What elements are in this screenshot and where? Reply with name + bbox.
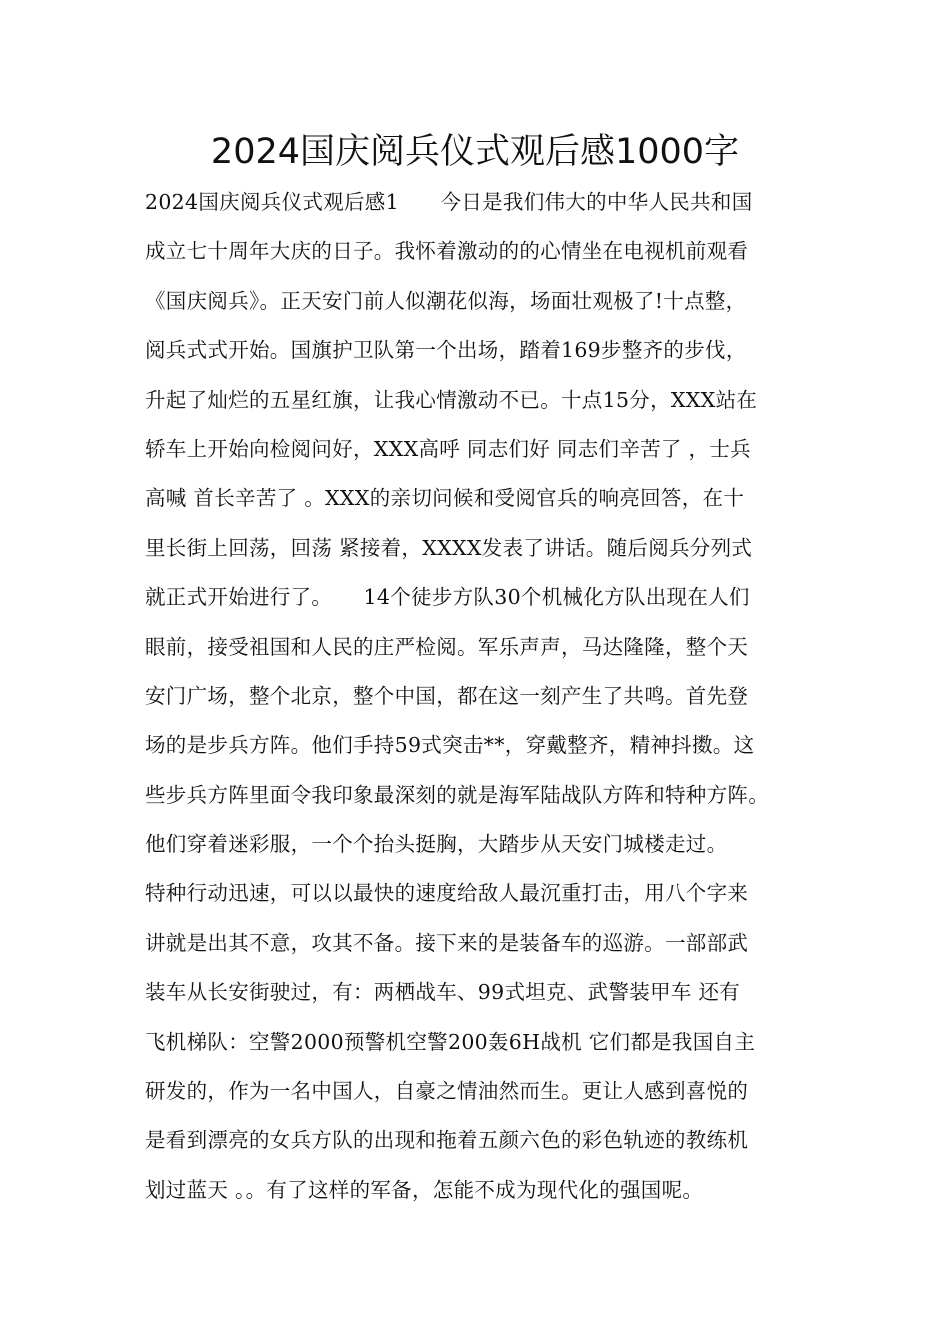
body-line: 场的是步兵方阵。他们手持59式突击**，穿戴整齐，精神抖擞。这 [145, 733, 755, 758]
body-line: 研发的，作为一名中国人，自豪之情油然而生。更让人感到喜悦的 [145, 1079, 749, 1104]
body-line: 他们穿着迷彩服，一个个抬头挺胸，大踏步从天安门城楼走过。 [145, 832, 728, 857]
body-line: 特种行动迅速，可以以最快的速度给敌人最沉重打击，用八个字来 [145, 881, 749, 906]
document-title: 2024国庆阅兵仪式观后感1000字 [210, 132, 740, 172]
body-line: 成立七十周年大庆的日子。我怀着激动的的心情坐在电视机前观看 [145, 239, 749, 264]
body-line: 里长街上回荡，回荡 紧接着，XXXX发表了讲话。随后阅兵分列式 [145, 535, 753, 560]
body-line: 是看到漂亮的女兵方队的出现和拖着五颜六色的彩色轨迹的教练机 [145, 1128, 749, 1153]
body-line: 些步兵方阵里面令我印象最深刻的就是海军陆战队方阵和特种方阵。 [145, 782, 769, 807]
body-line: 讲就是出其不意，攻其不备。接下来的是装备车的巡游。一部部武 [145, 930, 749, 955]
body-line: 2024国庆阅兵仪式观后感1 今日是我们伟大的中华人民共和国 [145, 190, 753, 214]
body-line: 装车从长安街驶过，有：两栖战车、99式坦克、武警装甲车 还有 [145, 980, 741, 1005]
body-line: 就正式开始进行了。 14个徒步方队30个机械化方队出现在人们 [145, 585, 750, 610]
body-line: 轿车上开始向检阅问好，XXX高呼 同志们好 同志们辛苦了 ，士兵 [145, 436, 751, 461]
body-line: 飞机梯队：空警2000预警机空警200轰6H战机 它们都是我国自主 [145, 1029, 756, 1054]
body-line: 升起了灿烂的五星红旗，让我心情激动不已。十点15分，XXX站在 [145, 387, 758, 412]
body-line: 划过蓝天 。。有了这样的军备，怎能不成为现代化的强国呢。 [145, 1177, 704, 1202]
body-line: 眼前，接受祖国和人民的庄严检阅。军乐声声，马达隆隆，整个天 [145, 634, 749, 659]
body-line: 安门广场，整个北京，整个中国，都在这一刻产生了共鸣。首先登 [145, 683, 749, 708]
body-line: 高喊 首长辛苦了 。XXX的亲切问候和受阅官兵的响亮回答，在十 [145, 486, 745, 511]
body-line: 《国庆阅兵》。正天安门前人似潮花似海，场面壮观极了!十点整， [145, 288, 747, 313]
body-line: 阅兵式式开始。国旗护卫队第一个出场，踏着169步整齐的步伐， [145, 338, 747, 363]
document-body [145, 178, 825, 1215]
